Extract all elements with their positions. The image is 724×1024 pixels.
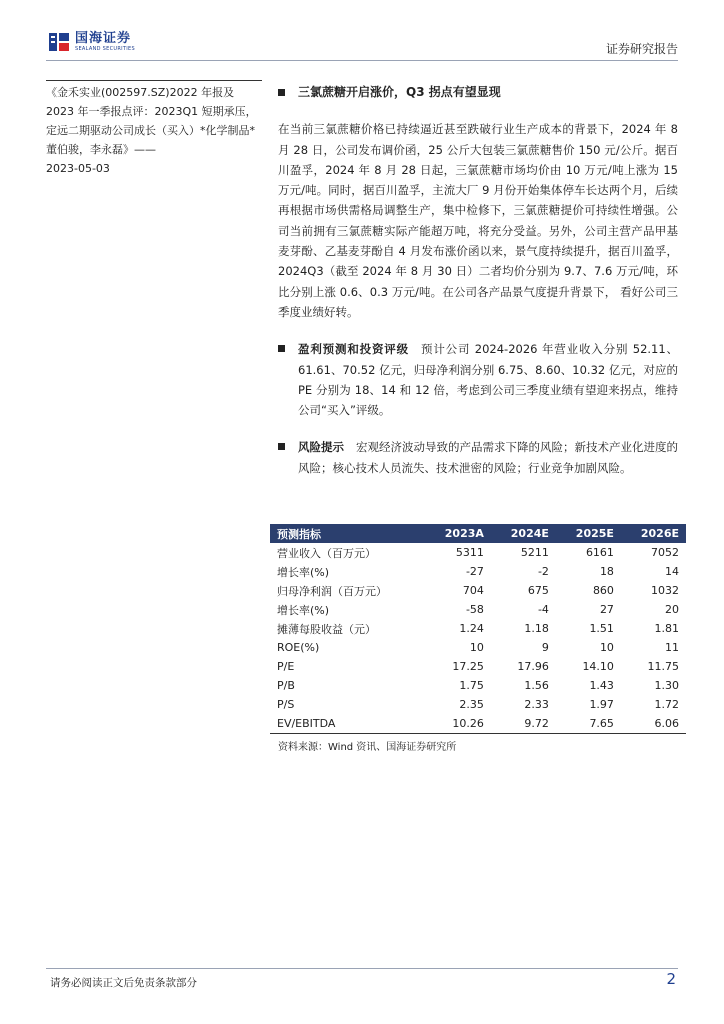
table-cell: 1.51 [589, 622, 614, 635]
table-cell: 10 [599, 641, 614, 654]
table-cell: 增长率(%) [277, 603, 330, 617]
price-hike-paragraph: 在当前三氯蔗糖价格已持续逼近甚至跌破行业生产成本的背景下，2024 年 8 月 28 日，公司发布调价函，25 公斤大包装三氯蔗糖售价 150 元/公斤。据百川盈孚，2024 年 8 月 28 日起，三氯蔗糖市场均价由 10 万元/吨上涨为 15 万元/吨。同时，据百川盈孚，主流大厂 9 月份开始集体停车长达两个月，后续再根据市场供需格局调整生产，集中检修下，三氯蔗糖提价可持续性增强。公司当前拥有三氯蔗糖实际产能超万吨，将充分受益。另外，公司主营产品甲基麦芽酚、乙基麦芽酚自 4 月发布涨价函以来，景气度持续提升，据百川盈孚，2024Q3（截至 2024 年 8 月 30 日）二者均价分别为 9.7、7.6 万元/吨，环比分别上涨 0.6、0.3 万元/吨。在公司各产品景气度提升背景下， 看好公司三季度业绩好转。 [278, 122, 678, 319]
table-cell: 1.75 [459, 679, 484, 692]
table-header-cell: 2026E [621, 524, 686, 543]
table-cell: 1.72 [654, 698, 679, 711]
table-header-cell: 2025E [556, 524, 621, 543]
table-row [270, 562, 686, 581]
risk-warning-title: 风险提示 [298, 440, 344, 455]
table-row [270, 714, 686, 734]
related-report-sidebar [46, 80, 262, 178]
section-title-text: 三氯蔗糖开启涨价，Q3 拐点有望显现 [298, 85, 501, 99]
table-cell: 摊薄每股收益（元） [277, 622, 376, 636]
table-cell: 归母净利润（百万元） [277, 584, 387, 598]
table-cell: 10.26 [425, 714, 491, 734]
table-cell: -2 [537, 565, 549, 578]
table-cell: 9 [541, 641, 549, 654]
table-header-cell: 2024E [491, 524, 556, 543]
square-bullet-icon [278, 89, 285, 96]
table-cell: 5211 [520, 546, 549, 559]
table-cell: EV/EBITDA [270, 714, 425, 734]
logo-english-name: SEALAND SECURITIES [75, 46, 135, 52]
main-content [278, 82, 678, 478]
sealand-logo-icon [48, 31, 70, 53]
table-row [270, 543, 686, 562]
related-report-date: 2023-05-03 [46, 162, 110, 175]
report-type-label: 证券研究报告 [605, 42, 678, 56]
table-cell: 增长率(%) [277, 565, 330, 579]
table-row [270, 657, 686, 676]
table-cell: 675 [527, 584, 549, 597]
earnings-forecast-text: 预计公司 2024-2026 年营业收入分别 52.11、61.61、70.52 亿元，归母净利润分别 6.75、8.60、10.32 亿元，对应的 PE 分别为 18、14 和 12 倍，考虑到公司三季度业绩有望迎来拐点，维持公司“买入”评级。 [298, 342, 679, 418]
disclaimer-note: 请务必阅读正文后免责条款部分 [50, 977, 197, 989]
table-row [270, 600, 686, 619]
table-cell: 17.96 [517, 660, 549, 673]
table-cell: 10 [469, 641, 484, 654]
page-number: 2 [666, 970, 676, 988]
table-row [270, 638, 686, 657]
header-divider [46, 60, 678, 61]
table-cell: 14.10 [582, 660, 614, 673]
section-title-price-hike [278, 82, 678, 102]
table-cell: 2.35 [459, 698, 484, 711]
table-cell: 6.06 [621, 714, 686, 734]
table-cell: P/S [277, 698, 295, 711]
table-cell: 14 [665, 565, 679, 578]
earnings-forecast-title: 盈利预测和投资评级 [298, 342, 409, 357]
table-header-cell: 2023A [425, 524, 491, 543]
forecast-table [270, 524, 686, 734]
table-cell: -58 [465, 603, 484, 616]
table-cell: 17.25 [452, 660, 484, 673]
table-cell: 2.33 [524, 698, 549, 711]
table-header-row [270, 524, 686, 543]
table-row [270, 619, 686, 638]
table-cell: 860 [592, 584, 614, 597]
table-cell: 7052 [651, 546, 679, 559]
table-cell: 6161 [585, 546, 614, 559]
logo-chinese-name: 国海证券 [75, 31, 132, 46]
risk-warning-text: 宏观经济波动导致的产品需求下降的风险；新技术产业化进度的风险；核心技术人员流失、技术泄密的风险；行业竞争加剧风险。 [298, 440, 678, 475]
table-cell: 11.75 [647, 660, 679, 673]
table-cell: 7.65 [556, 714, 621, 734]
table-header-cell: 预测指标 [270, 524, 425, 543]
square-bullet-icon [278, 443, 285, 450]
table-cell: 20 [665, 603, 679, 616]
table-cell: 1032 [651, 584, 679, 597]
table-row [270, 581, 686, 600]
footer-divider [46, 968, 678, 969]
related-report-text: 《金禾实业(002597.SZ)2022 年报及 2023 年一季报点评：2023Q1 短期承压，定远二期驱动公司成长（买入）*化学制品*董伯骏，李永磊》—— [46, 86, 257, 156]
table-cell: 1.30 [654, 679, 679, 692]
earnings-forecast-block [278, 339, 678, 420]
table-cell: 1.56 [524, 679, 549, 692]
table-cell: 1.24 [459, 622, 484, 635]
table-cell: 9.72 [491, 714, 556, 734]
table-cell: P/B [277, 679, 295, 692]
company-logo [48, 30, 135, 54]
risk-warning-block [278, 437, 678, 478]
table-cell: 营业收入（百万元） [277, 546, 376, 560]
table-cell: P/E [277, 660, 295, 673]
table-cell: -4 [537, 603, 549, 616]
table-cell: 5311 [455, 546, 484, 559]
table-cell: 27 [599, 603, 614, 616]
table-cell: 1.43 [589, 679, 614, 692]
table-cell: ROE(%) [277, 641, 320, 654]
table-row [270, 676, 686, 695]
table-row [270, 695, 686, 714]
table-cell: 704 [462, 584, 484, 597]
table-source-note: 资料来源：Wind 资讯、国海证券研究所 [278, 742, 457, 753]
table-cell: 1.81 [654, 622, 679, 635]
table-cell: 11 [665, 641, 679, 654]
table-cell: 1.97 [589, 698, 614, 711]
square-bullet-icon [278, 345, 285, 352]
table-cell: 1.18 [524, 622, 549, 635]
table-cell: -27 [465, 565, 484, 578]
table-cell: 18 [599, 565, 614, 578]
